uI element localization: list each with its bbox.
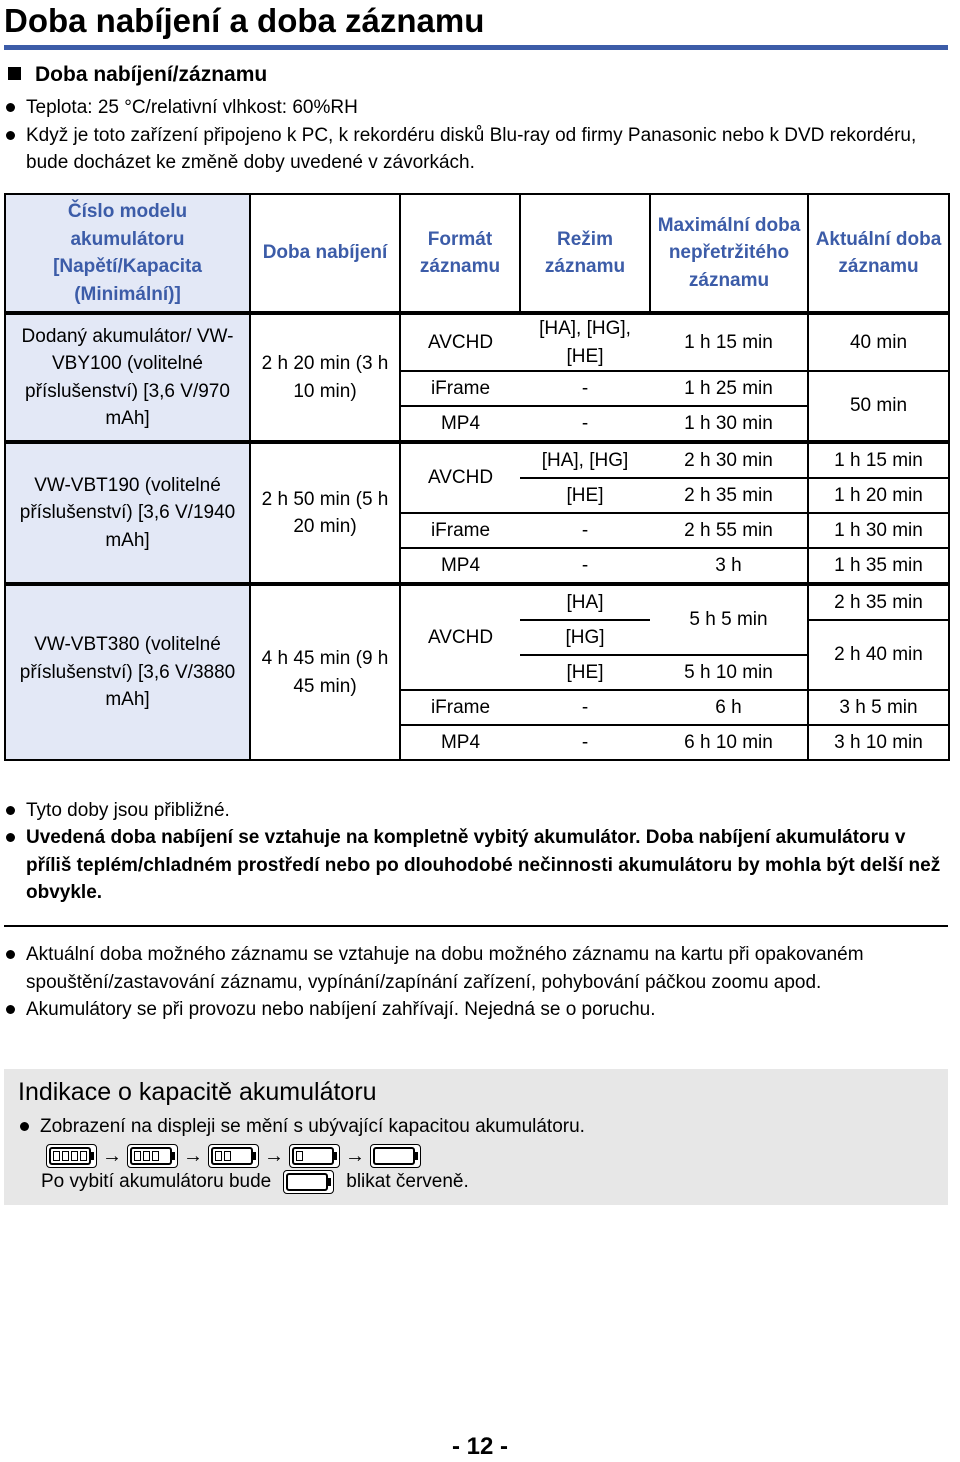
title-rule (4, 45, 948, 50)
page-title: Doba nabíjení a doba záznamu (4, 2, 485, 39)
list-item (4, 122, 948, 177)
battery-tip (328, 1178, 331, 1186)
battery-icon (46, 1144, 97, 1168)
actual-time-cell: 40 min (808, 313, 949, 371)
battery-level-sequence (46, 1144, 421, 1168)
capacity-section-title: Indikace o kapacitě akumulátoru (18, 1078, 377, 1106)
section-title-text: Doba nabíjení/záznamu (35, 63, 268, 86)
battery-model-cell: VW-VBT190 (volitelné příslušenství) [3,6 V/1940 mAh] (5, 442, 250, 584)
battery-icon (127, 1144, 178, 1168)
actual-time-cell: 50 min (808, 371, 949, 442)
table-row (5, 442, 949, 478)
format-cell: iFrame (400, 513, 520, 548)
capacity-bullet-text: Zobrazení na displeji se mění s ubývající kapacitou akumulátoru. (40, 1116, 585, 1137)
section-title (8, 62, 267, 88)
header-charge-time: Doba nabíjení (250, 194, 400, 313)
max-time-cell: 2 h 55 min (650, 513, 808, 548)
note-text: Tyto doby jsou přibližné. (26, 800, 230, 821)
mode-cell: [HG] (520, 620, 650, 655)
format-cell: iFrame (400, 371, 520, 406)
table-header-row (5, 194, 949, 313)
actual-time-cell: 1 h 35 min (808, 548, 949, 584)
battery-tip (172, 1152, 175, 1160)
mode-cell: [HA], [HG], [HE] (520, 313, 650, 371)
actual-time-cell: 1 h 20 min (808, 478, 949, 513)
max-time-cell: 6 h 10 min (650, 725, 808, 760)
mode-cell: [HE] (520, 478, 650, 513)
mode-cell: - (520, 548, 650, 584)
list-item (4, 94, 948, 122)
format-cell: AVCHD (400, 313, 520, 371)
mode-cell: - (520, 725, 650, 760)
header-max-time: Maximální doba nepřetržitého záznamu (650, 194, 808, 313)
charging-recording-table (4, 193, 950, 761)
battery-model-cell: Dodaný akumulátor/ VW-VBY100 (volitelné příslušenství) [3,6 V/970 mAh] (5, 313, 250, 442)
max-time-cell: 5 h 5 min (650, 584, 808, 655)
intro-bullet-list (4, 94, 948, 177)
list-item (18, 1113, 938, 1141)
actual-time-cell: 3 h 10 min (808, 725, 949, 760)
arrow-right-icon: → (183, 1145, 203, 1167)
square-bullet-icon (8, 67, 21, 80)
bold-note-text: Uvedená doba nabíjení se vztahuje na kompletně vybitý akumulátor. Doba nabíjení akumulátoru v příliš teplém/chladném prostředí nebo po dlouhodobé nečinnosti akumulátoru by mohla být delší než obvykle. (26, 827, 941, 903)
actual-time-cell: 3 h 5 min (808, 690, 949, 725)
mode-cell: [HA], [HG] (520, 442, 650, 478)
note-text: Akumulátory se při provozu nebo nabíjení zahřívají. Nejedná se o poruchu. (26, 999, 656, 1020)
max-time-cell: 6 h (650, 690, 808, 725)
max-time-cell: 1 h 30 min (650, 406, 808, 442)
mode-cell: - (520, 406, 650, 442)
bullet-icon (6, 1005, 15, 1014)
header-mode: Režim záznamu (520, 194, 650, 313)
battery-bar (134, 1151, 141, 1161)
actual-time-cell: 1 h 15 min (808, 442, 949, 478)
format-cell: AVCHD (400, 442, 520, 513)
format-cell: iFrame (400, 690, 520, 725)
header-battery-model: Číslo modelu akumulátoru [Napětí/Kapacita (Minimální)] (5, 194, 250, 313)
empty-battery-icon (283, 1170, 334, 1194)
battery-bar (296, 1151, 303, 1161)
charge-time-cell: 2 h 20 min (3 h 10 min) (250, 313, 400, 442)
battery-bar (215, 1151, 222, 1161)
page-number: - 12 - (451, 1433, 508, 1460)
battery-icon (289, 1144, 340, 1168)
actual-time-cell: 2 h 35 min (808, 584, 949, 620)
separator-rule (4, 925, 948, 927)
battery-icon (283, 1170, 334, 1194)
mode-cell: - (520, 371, 650, 406)
charge-time-cell: 4 h 45 min (9 h 45 min) (250, 584, 400, 760)
header-actual-time: Aktuální doba záznamu (808, 194, 949, 313)
blink-line (41, 1168, 469, 1196)
max-time-cell: 1 h 25 min (650, 371, 808, 406)
max-time-cell: 1 h 15 min (650, 313, 808, 371)
blink-suffix: blikat červeně. (346, 1171, 469, 1192)
charge-time-cell: 2 h 50 min (5 h 20 min) (250, 442, 400, 584)
bullet-icon (6, 103, 15, 112)
battery-icon (370, 1144, 421, 1168)
bullet-icon (6, 131, 15, 140)
format-cell: MP4 (400, 548, 520, 584)
mode-cell: - (520, 513, 650, 548)
notes-after-rule-list (4, 941, 948, 1024)
table-row (5, 313, 949, 371)
format-cell: MP4 (400, 406, 520, 442)
blink-prefix: Po vybití akumulátoru bude (41, 1171, 272, 1192)
actual-time-cell: 2 h 40 min (808, 620, 949, 690)
bullet-icon (6, 806, 15, 815)
note-text: Aktuální doba možného záznamu se vztahuje na dobu možného záznamu na kartu při opakovaném spouštění/zastavování záznamu, vypínání/zapínání zařízení, pohybování páčkou zoomu apod. (26, 944, 864, 993)
battery-bar (224, 1151, 231, 1161)
table-row (5, 584, 949, 620)
max-time-cell: 5 h 10 min (650, 655, 808, 690)
battery-tip (253, 1152, 256, 1160)
battery-bar (80, 1151, 87, 1161)
battery-bar (53, 1151, 60, 1161)
battery-tip (91, 1152, 94, 1160)
capacity-bullet-list (18, 1113, 938, 1141)
list-item (4, 996, 948, 1024)
intro-bullet-text: Když je toto zařízení připojeno k PC, k rekordéru disků Blu-ray od firmy Panasonic nebo k DVD rekordéru, bude docházet ke změně doby uvedené v závorkách. (26, 124, 917, 173)
battery-tip (334, 1152, 337, 1160)
format-cell: AVCHD (400, 584, 520, 690)
arrow-right-icon: → (102, 1145, 122, 1167)
max-time-cell: 2 h 35 min (650, 478, 808, 513)
arrow-right-icon: → (264, 1145, 284, 1167)
battery-model-cell: VW-VBT380 (volitelné příslušenství) [3,6 V/3880 mAh] (5, 584, 250, 760)
arrow-right-icon: → (345, 1145, 365, 1167)
header-format: Formát záznamu (400, 194, 520, 313)
battery-tip (415, 1152, 418, 1160)
bullet-icon (6, 833, 15, 842)
list-item (4, 824, 948, 907)
notes-list (4, 797, 948, 825)
battery-bar (143, 1151, 150, 1161)
battery-icon (208, 1144, 259, 1168)
battery-bar (152, 1151, 159, 1161)
format-cell: MP4 (400, 725, 520, 760)
bold-notes-list (4, 824, 948, 907)
list-item (4, 941, 948, 996)
mode-cell: [HE] (520, 655, 650, 690)
bullet-icon (20, 1122, 29, 1131)
list-item (4, 797, 948, 825)
mode-cell: - (520, 690, 650, 725)
actual-time-cell: 1 h 30 min (808, 513, 949, 548)
max-time-cell: 2 h 30 min (650, 442, 808, 478)
max-time-cell: 3 h (650, 548, 808, 584)
bullet-icon (6, 950, 15, 959)
battery-bar (71, 1151, 78, 1161)
battery-bar (62, 1151, 69, 1161)
intro-bullet-text: Teplota: 25 °C/relativní vlhkost: 60%RH (26, 97, 358, 118)
mode-cell: [HA] (520, 584, 650, 620)
